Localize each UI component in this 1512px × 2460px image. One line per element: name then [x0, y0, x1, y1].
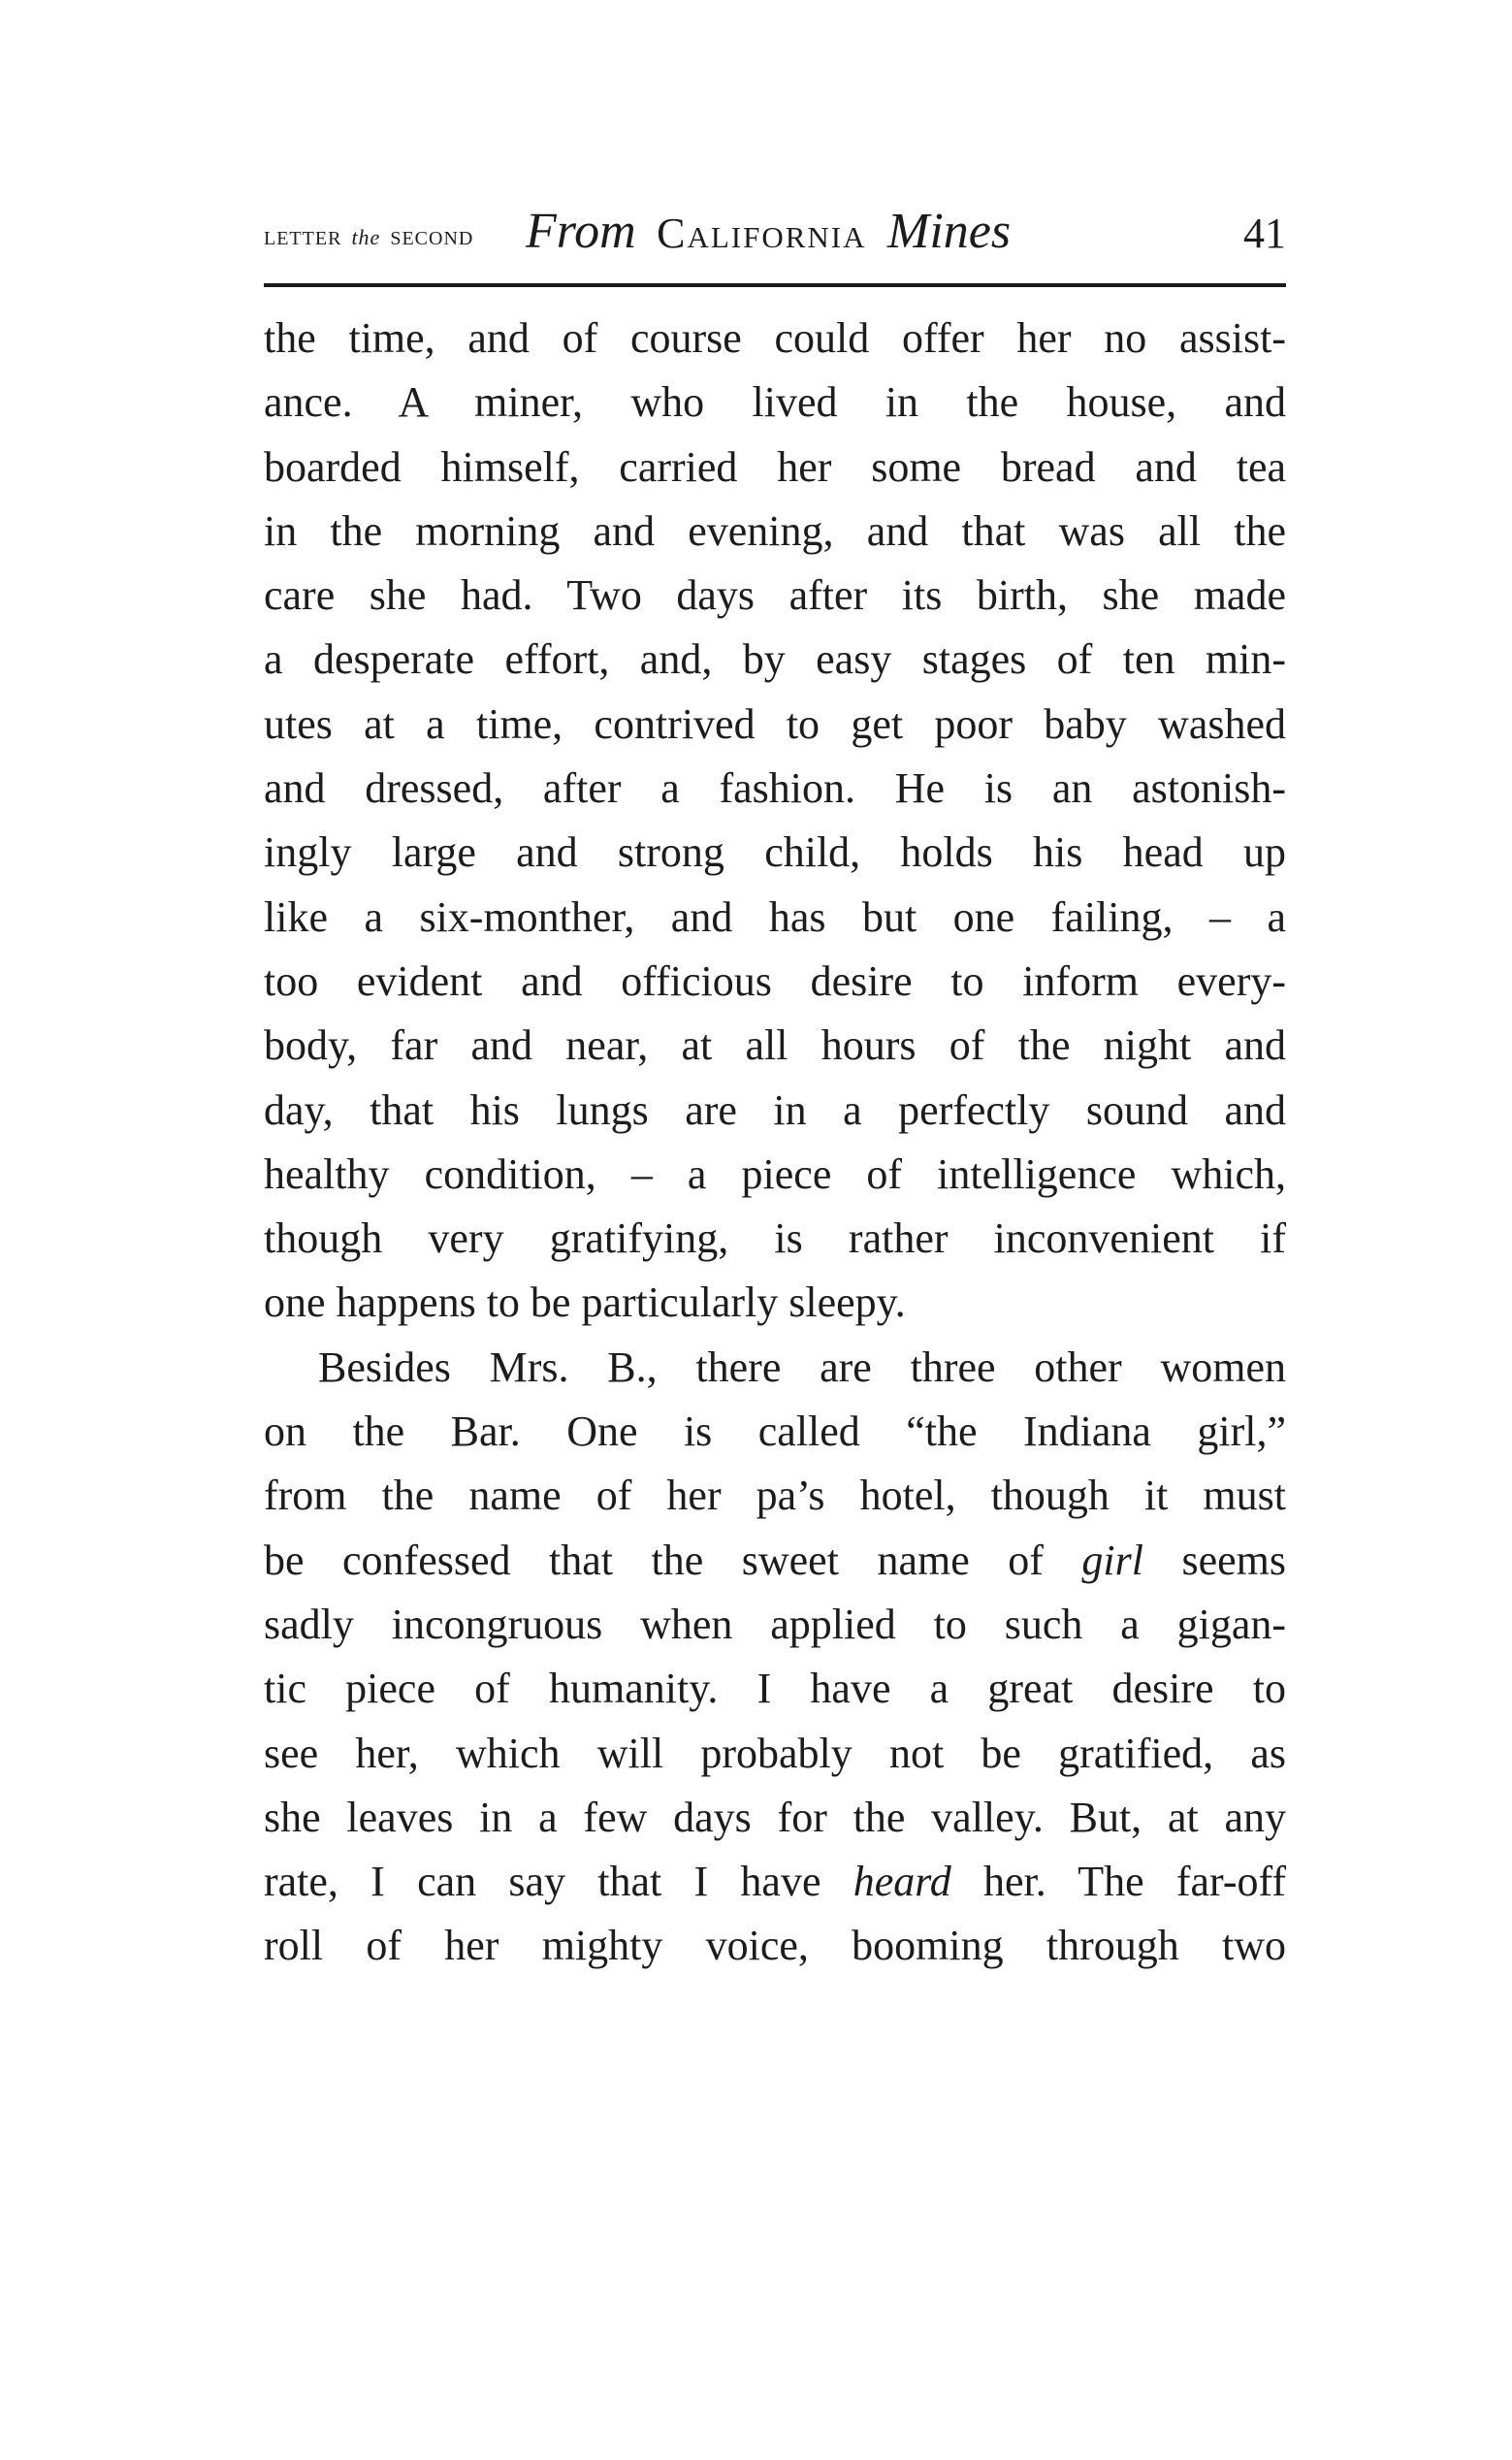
text-segment: be confessed that the sweet name of: [264, 1536, 1044, 1584]
text-line: boarded himself, carried her some bread and tea: [264, 442, 1286, 491]
text-line: a desperate effort, and, by easy stages of ten min-: [264, 635, 1286, 684]
text-line: see her, which will probably not be gratified, as: [264, 1729, 1286, 1777]
body-text: [264, 307, 1286, 1979]
the-word: the: [351, 225, 381, 249]
text-line: tic piece of humanity. I have a great desire to: [264, 1665, 1286, 1713]
text-line: day, that his lungs are in a perfectly sound and: [264, 1085, 1286, 1134]
page-number: 41: [1243, 210, 1286, 257]
header-rule: [264, 283, 1286, 287]
text-line: from the name of her pa’s hotel, though it must: [264, 1472, 1286, 1520]
text-line: she leaves in a few days for the valley. But, at any: [264, 1793, 1286, 1841]
italic-word: girl: [1081, 1536, 1143, 1584]
running-head-letter-label: [264, 225, 473, 250]
text-line-with-italic: [264, 1529, 1286, 1593]
text-line: healthy condition, – a piece of intelligence which,: [264, 1149, 1286, 1198]
text-line: sadly incongruous when applied to such a gigan-: [264, 1600, 1286, 1648]
text-line: ingly large and strong child, holds his head up: [264, 828, 1286, 877]
second-word: SECOND: [390, 228, 474, 249]
title-mines: Mines: [887, 204, 1012, 259]
text-segment: her. The far-off: [983, 1858, 1286, 1906]
text-line: the time, and of course could offer her no assist-: [264, 314, 1286, 362]
text-line: too evident and officious desire to inform every-: [264, 956, 1286, 1005]
text-line: though very gratifying, is rather inconvenient if: [264, 1214, 1286, 1263]
text-line: ance. A miner, who lived in the house, and: [264, 378, 1286, 427]
paragraph-start-line: Besides Mrs. B., there are three other women: [318, 1343, 1286, 1391]
text-line: roll of her mighty voice, booming through two: [264, 1922, 1286, 1970]
text-line: body, far and near, at all hours of the night and: [264, 1021, 1286, 1070]
text-line-with-italic: [264, 1850, 1286, 1914]
paragraph-end-line: one happens to be particularly sleepy.: [264, 1279, 906, 1327]
text-line: utes at a time, contrived to get poor baby washed: [264, 699, 1286, 748]
text-line: care she had. Two days after its birth, she made: [264, 571, 1286, 620]
title-california: California: [657, 210, 867, 257]
text-segment: rate, I can say that I have: [264, 1858, 821, 1906]
letter-word: LETTER: [264, 228, 342, 249]
running-head-title: [526, 203, 1011, 260]
running-head: [264, 194, 1286, 272]
text-segment: seems: [1181, 1536, 1287, 1584]
italic-word: heard: [853, 1858, 951, 1906]
text-line: like a six-monther, and has but one failing, – a: [264, 892, 1286, 941]
title-from: From: [526, 204, 636, 259]
text-line: on the Bar. One is called “the Indiana girl,”: [264, 1408, 1286, 1456]
text-line: and dressed, after a fashion. He is an astonish-: [264, 764, 1286, 813]
text-line: in the morning and evening, and that was all the: [264, 506, 1286, 555]
